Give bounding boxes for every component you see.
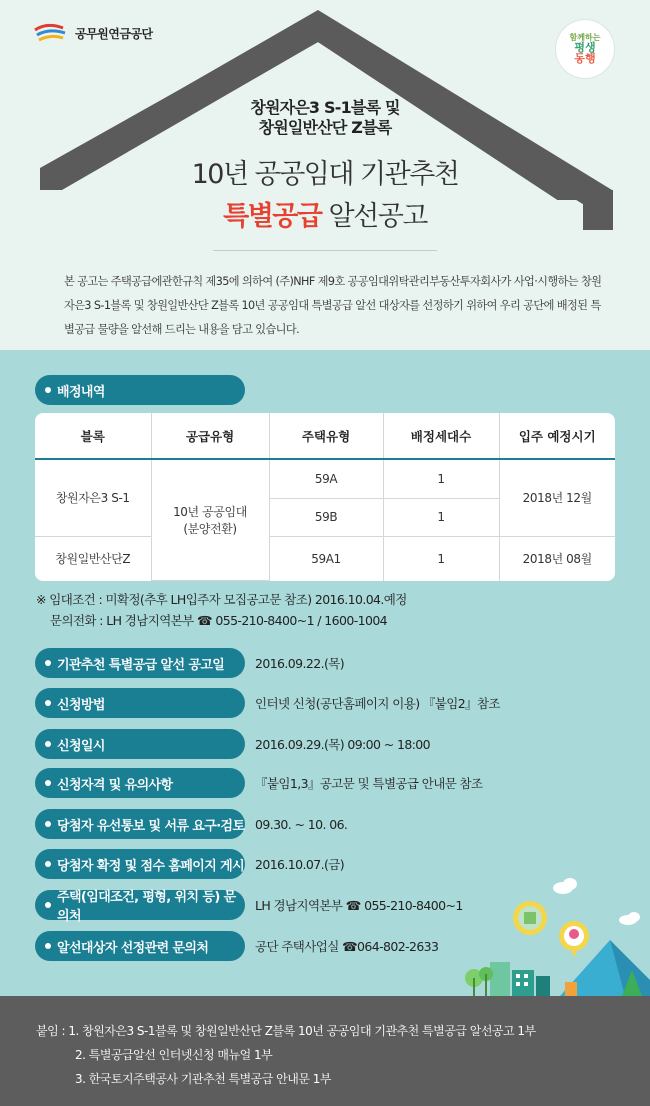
table-header: 배정세대수 xyxy=(383,413,499,459)
item-label: 신청방법 xyxy=(35,688,245,718)
attachment-line1: 붙임 : 1. 창원자은3 S-1블록 및 창원일반산단 Z블록 10년 공공임대 기관추천 특별공급 알선공고 1부 xyxy=(36,1024,536,1038)
map-pin-icon xyxy=(513,901,589,958)
subtitle-line2: 창원일반산단 Z블록 xyxy=(258,118,392,137)
block-cell: 창원일반산단Z xyxy=(35,536,151,580)
item-label: 알선대상자 선정관련 문의처 xyxy=(35,931,245,961)
item-label: 신청일시 xyxy=(35,729,245,759)
item-value: LH 경남지역본부 ☎ 055-210-8400~1 xyxy=(255,898,463,913)
title-rest: 알선공고 xyxy=(321,201,427,232)
units-cell: 1 xyxy=(383,459,499,498)
item-value: 2016.10.07.(금) xyxy=(255,857,344,872)
table-header: 블록 xyxy=(35,413,151,459)
org-name: 공무원연금공단 xyxy=(75,26,153,41)
supply-type-line1: 10년 공공임대 xyxy=(173,505,247,519)
allocation-table xyxy=(35,413,615,581)
item-value: 『붙임1,3』공고문 및 특별공급 안내문 참조 xyxy=(255,776,483,791)
badge-line2: 동행 xyxy=(574,52,596,65)
supply-type-line2: (분양전환) xyxy=(183,522,237,536)
attachment-line2: 2. 특별공급알선 인터넷신청 매뉴얼 1부 xyxy=(75,1048,273,1062)
subtitle-line1: 창원자은3 S-1블록 및 xyxy=(250,98,400,117)
badge-line1: 평생 xyxy=(574,41,596,54)
house-type-cell: 59B xyxy=(269,498,383,536)
org-logo xyxy=(33,22,153,44)
note-line2: 문의전화 : LH 경남지역본부 ☎ 055-210-8400~1 / 1600-1004 xyxy=(50,613,388,628)
title-line2 xyxy=(0,194,650,233)
title-line1: 10년 공공임대 기관추천 xyxy=(191,159,459,190)
table-row xyxy=(35,459,615,498)
supply-type-cell xyxy=(151,459,269,581)
item-value: 2016.09.22.(목) xyxy=(255,656,344,671)
notes xyxy=(36,589,407,631)
slogan-badge xyxy=(556,20,614,78)
cloud-icon xyxy=(553,878,640,925)
item-label: 신청자격 및 유의사항 xyxy=(35,768,245,798)
table-row xyxy=(35,536,615,580)
item-label: 당첨자 확정 및 점수 홈페이지 게시 xyxy=(35,849,245,879)
units-cell: 1 xyxy=(383,536,499,580)
block-cell: 창원자은3 S-1 xyxy=(35,459,151,536)
intro-text: 본 공고는 주택공급에관한규칙 제35에 의하여 (주)NHF 제9호 공공임대위탁관리부동산투자회사가 사업·시행하는 창원자은3 S-1블록 및 창원일반산단 Z블록 10년 공공임대 특별공급 알선 대상자를 선정하기 위하여 우리 공단에 배정된 특별공급 물량을 알선해 드리는 내용을 담고 있습니다. xyxy=(64,275,602,336)
move-in-cell: 2018년 08월 xyxy=(522,552,592,567)
item-label: 당첨자 유선통보 및 서류 요구·검토 xyxy=(35,809,245,839)
allocation-label: 배정내역 xyxy=(35,375,245,405)
note-line1: ※ 임대조건 : 미확정(추후 LH입주자 모집공고문 참조) 2016.10.04.예정 xyxy=(36,592,407,607)
org-logo-icon xyxy=(33,22,67,44)
house-type-cell: 59A xyxy=(269,459,383,498)
table-header: 입주 예정시기 xyxy=(499,413,615,459)
move-in-cell: 2018년 12월 xyxy=(499,459,615,536)
item-value: 공단 주택사업실 ☎064-802-2633 xyxy=(255,939,439,954)
table-header: 공급유형 xyxy=(151,413,269,459)
item-label: 기관추천 특별공급 알선 공고일 xyxy=(35,648,245,678)
table-header: 주택유형 xyxy=(269,413,383,459)
item-label: 주택(임대조건, 평형, 위치 등) 문의처 xyxy=(35,890,245,920)
title-divider xyxy=(213,250,437,251)
item-value: 인터넷 신청(공단홈페이지 이용) 『붙임2』참조 xyxy=(255,696,500,711)
attachment-line3: 3. 한국토지주택공사 기관추천 특별공급 안내문 1부 xyxy=(75,1072,331,1086)
house-type-cell: 59A1 xyxy=(269,536,383,580)
table-header-row xyxy=(35,413,615,459)
item-value: 09.30. ~ 10. 06. xyxy=(255,816,348,832)
title-highlight: 특별공급 xyxy=(223,201,322,232)
city-illustration xyxy=(460,870,650,996)
item-value: 2016.09.29.(목) 09:00 ~ 18:00 xyxy=(255,737,431,752)
attachments-footer xyxy=(0,996,650,1106)
units-cell: 1 xyxy=(383,498,499,536)
badge-top: 함께하는 xyxy=(569,33,601,42)
